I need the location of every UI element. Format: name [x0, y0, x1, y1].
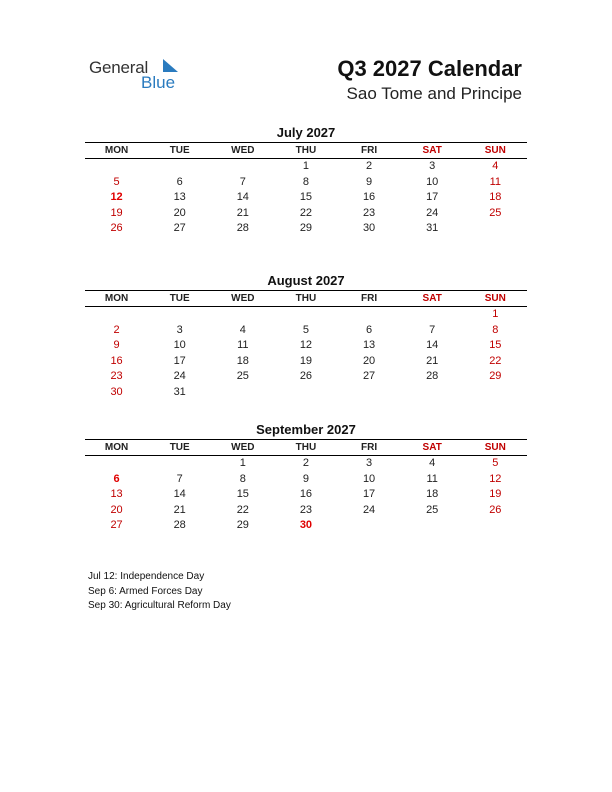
- month-grid: [85, 439, 527, 534]
- day-cell: 29: [299, 222, 313, 235]
- empty-day-cell: [401, 518, 464, 534]
- day-cell: 27: [173, 222, 186, 235]
- day-cell: 31: [173, 385, 186, 398]
- day-cell: 6: [366, 323, 373, 336]
- holiday-note: Sep 6: Armed Forces Day: [88, 585, 203, 597]
- day-cell: 15: [489, 339, 502, 352]
- page-title: Q3 2027 Calendar: [337, 56, 522, 81]
- week-row: [85, 307, 527, 323]
- day-cell: 12: [489, 472, 502, 485]
- week-row: [85, 190, 527, 206]
- day-cell: 7: [429, 323, 436, 336]
- weekday-tue: TUE: [169, 442, 190, 453]
- weekday-mon: MON: [104, 293, 129, 304]
- day-cell: 21: [426, 354, 439, 367]
- day-cell: 28: [236, 222, 249, 235]
- day-cell: 6: [176, 175, 183, 188]
- weekday-wed: WED: [231, 442, 255, 453]
- day-cell: 22: [489, 354, 502, 367]
- day-cell: 19: [110, 206, 123, 219]
- month-title: July 2027: [276, 125, 336, 140]
- day-cell: 5: [113, 175, 120, 188]
- day-cell: 15: [299, 191, 313, 204]
- day-cell: 2: [302, 457, 309, 469]
- day-cell: 11: [237, 339, 249, 352]
- day-cell: 9: [302, 472, 309, 485]
- week-row: [85, 221, 527, 237]
- week-row: [85, 206, 527, 222]
- empty-day-cell: [85, 159, 148, 175]
- weekday-thu: THU: [295, 442, 317, 453]
- empty-day-cell: [338, 518, 401, 534]
- weekday-thu: THU: [295, 145, 317, 156]
- day-cell: 14: [173, 488, 186, 501]
- empty-day-cell: [338, 385, 401, 401]
- month-grid: [85, 142, 527, 237]
- empty-day-cell: [211, 307, 274, 323]
- weekday-header: [85, 143, 527, 159]
- day-cell: 17: [426, 191, 439, 204]
- week-row: [85, 175, 527, 191]
- day-cell: 1: [239, 457, 246, 469]
- empty-day-cell: [85, 456, 148, 472]
- logo-word-blue: Blue: [141, 73, 176, 92]
- week-row: [85, 369, 527, 385]
- day-cell: 28: [426, 370, 439, 383]
- empty-day-cell: [274, 385, 337, 401]
- empty-day-cell: [338, 307, 401, 323]
- weekday-tue: TUE: [169, 145, 190, 156]
- day-cell: 7: [239, 175, 246, 188]
- empty-day-cell: [148, 456, 211, 472]
- day-cell: 13: [362, 339, 376, 352]
- day-cell: 27: [362, 370, 376, 383]
- day-cell: 30: [299, 519, 313, 532]
- day-cell: 17: [173, 354, 186, 367]
- weekday-sat: SAT: [422, 442, 442, 453]
- weekday-sun: SUN: [484, 293, 506, 304]
- day-cell: 2: [366, 160, 373, 172]
- week-row: [85, 472, 527, 488]
- day-cell: 22: [299, 206, 313, 219]
- day-cell: 7: [176, 472, 183, 485]
- day-cell: 12: [110, 191, 123, 204]
- empty-day-cell: [401, 385, 464, 401]
- weekday-header: [85, 291, 527, 307]
- weekday-tue: TUE: [169, 293, 190, 304]
- month-grid: [85, 290, 527, 401]
- weekday-sun: SUN: [484, 145, 506, 156]
- weekday-sat: SAT: [422, 145, 442, 156]
- day-cell: 9: [366, 175, 373, 188]
- weekday-fri: FRI: [361, 442, 378, 453]
- empty-day-cell: [211, 385, 274, 401]
- week-row: [85, 323, 527, 339]
- empty-day-cell: [148, 159, 211, 175]
- week-row: [85, 159, 527, 175]
- day-cell: 15: [236, 488, 249, 501]
- month-title: August 2027: [267, 273, 345, 288]
- holiday-note: Jul 12: Independence Day: [88, 571, 205, 582]
- weekday-thu: THU: [295, 293, 317, 304]
- day-cell: 13: [110, 488, 123, 501]
- day-cell: 26: [489, 503, 502, 516]
- day-cell: 26: [299, 370, 313, 383]
- empty-day-cell: [401, 307, 464, 323]
- empty-day-cell: [274, 307, 337, 323]
- logo-word-general: General: [89, 58, 149, 77]
- day-cell: 3: [429, 160, 436, 172]
- day-cell: 3: [366, 457, 373, 469]
- empty-day-cell: [211, 159, 274, 175]
- day-cell: 5: [492, 457, 499, 469]
- day-cell: 20: [362, 354, 376, 367]
- week-row: [85, 338, 527, 354]
- week-row: [85, 354, 527, 370]
- day-cell: 24: [426, 206, 439, 219]
- weekday-mon: MON: [104, 145, 129, 156]
- day-cell: 20: [173, 206, 186, 219]
- day-cell: 8: [492, 323, 499, 336]
- day-cell: 1: [302, 160, 309, 172]
- day-cell: 16: [110, 354, 123, 367]
- page-subtitle: Sao Tome and Principe: [346, 84, 522, 103]
- day-cell: 30: [110, 385, 123, 398]
- day-cell: 20: [110, 503, 123, 516]
- week-row: [85, 487, 527, 503]
- day-cell: 18: [236, 354, 249, 367]
- empty-day-cell: [85, 307, 148, 323]
- logo-triangle-icon: [159, 58, 179, 74]
- empty-day-cell: [464, 221, 527, 237]
- day-cell: 10: [362, 472, 376, 485]
- day-cell: 11: [426, 472, 438, 485]
- empty-day-cell: [464, 518, 527, 534]
- day-cell: 5: [302, 323, 309, 336]
- day-cell: 17: [362, 488, 376, 501]
- day-cell: 26: [110, 222, 123, 235]
- day-cell: 4: [239, 323, 246, 336]
- day-cell: 1: [492, 308, 499, 320]
- day-cell: 21: [236, 206, 249, 219]
- day-cell: 14: [426, 339, 439, 352]
- weekday-wed: WED: [231, 293, 255, 304]
- day-cell: 13: [173, 191, 186, 204]
- day-cell: 16: [362, 191, 376, 204]
- day-cell: 12: [299, 339, 313, 352]
- day-cell: 27: [110, 519, 123, 532]
- week-row: [85, 503, 527, 519]
- month-august: [85, 273, 527, 401]
- day-cell: 29: [489, 370, 502, 383]
- day-cell: 25: [426, 503, 439, 516]
- week-row: [85, 385, 527, 401]
- day-cell: 31: [426, 222, 439, 235]
- weekday-header: [85, 440, 527, 456]
- week-row: [85, 456, 527, 472]
- holiday-notes: [88, 570, 231, 614]
- holiday-note: Sep 30: Agricultural Reform Day: [88, 600, 231, 611]
- weekday-fri: FRI: [361, 293, 378, 304]
- day-cell: 19: [299, 354, 313, 367]
- day-cell: 11: [489, 175, 502, 188]
- weekday-mon: MON: [104, 442, 129, 453]
- day-cell: 2: [113, 323, 120, 336]
- month-september: [85, 422, 527, 534]
- day-cell: 25: [236, 370, 249, 383]
- day-cell: 29: [236, 519, 249, 532]
- day-cell: 18: [426, 488, 439, 501]
- day-cell: 19: [489, 488, 502, 501]
- weekday-wed: WED: [231, 145, 255, 156]
- day-cell: 24: [173, 370, 186, 383]
- day-cell: 9: [113, 339, 120, 352]
- day-cell: 23: [362, 206, 376, 219]
- day-cell: 4: [429, 457, 436, 469]
- empty-day-cell: [148, 307, 211, 323]
- day-cell: 30: [362, 222, 376, 235]
- weekday-fri: FRI: [361, 145, 378, 156]
- day-cell: 18: [489, 191, 502, 204]
- day-cell: 16: [299, 488, 313, 501]
- empty-day-cell: [464, 385, 527, 401]
- day-cell: 25: [489, 206, 502, 219]
- day-cell: 6: [113, 472, 120, 485]
- day-cell: 10: [426, 175, 439, 188]
- day-cell: 23: [110, 370, 123, 383]
- day-cell: 8: [239, 472, 246, 485]
- day-cell: 14: [236, 191, 249, 204]
- day-cell: 21: [173, 503, 186, 516]
- day-cell: 24: [362, 503, 376, 516]
- month-july: [85, 125, 527, 237]
- day-cell: 10: [173, 339, 186, 352]
- weekday-sun: SUN: [484, 442, 506, 453]
- day-cell: 22: [236, 503, 249, 516]
- day-cell: 28: [173, 519, 186, 532]
- generalblue-logo: [89, 56, 189, 96]
- day-cell: 3: [176, 323, 183, 336]
- week-row: [85, 518, 527, 534]
- month-title: September 2027: [256, 422, 356, 437]
- weekday-sat: SAT: [422, 293, 442, 304]
- day-cell: 23: [299, 503, 313, 516]
- day-cell: 8: [302, 175, 309, 188]
- day-cell: 4: [492, 160, 499, 172]
